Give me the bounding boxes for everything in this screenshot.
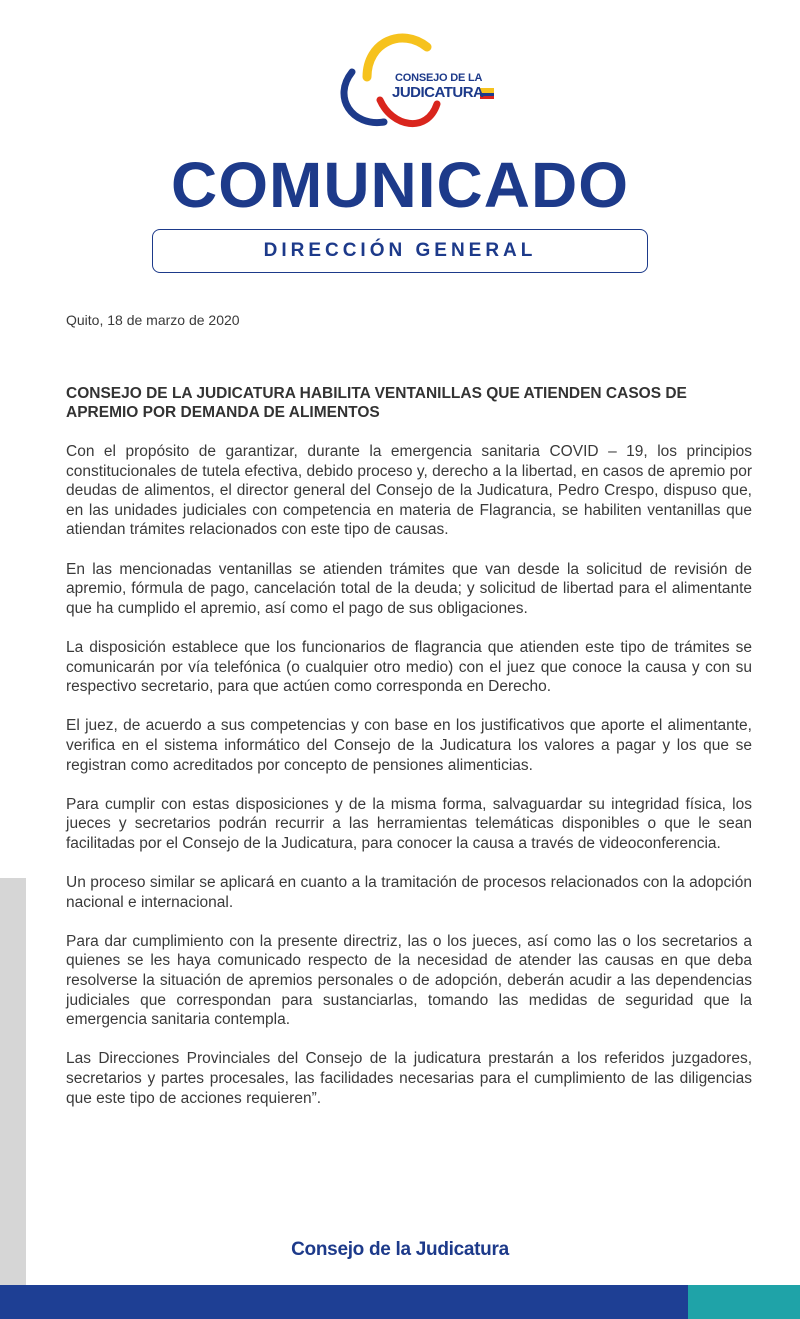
subtitle-text: DIRECCIÓN GENERAL <box>263 240 537 261</box>
article-paragraph: El juez, de acuerdo a sus competencias y con base en los justificativos que aporte el alimentante, verifica en el sistema informático del Consejo de la Judicatura los valores a pagar y los que se registran como acreditados por concepto de pensiones alimenticias. <box>66 717 752 774</box>
logo-red-arc <box>380 100 437 124</box>
page-headline: COMUNICADO <box>171 149 629 221</box>
article-paragraph: Para dar cumplimiento con la presente directriz, las o los jueces, así como las o los secretarios a quienes se les haya comunicado respecto de la necesidad de atender las causas en que deba resolverse la situación de apremios personales o de adopción, deberán acudir a las dependencias judiciales que correspondan para sustanciarlas, tomando las medidas de seguridad que la emergencia sanitaria contempla. <box>66 932 752 1029</box>
footer-color-bar <box>0 1285 800 1319</box>
footer-brand: Consejo de la Judicatura <box>291 1239 509 1260</box>
subtitle-box <box>152 229 648 273</box>
article-paragraph: En las mencionadas ventanillas se atienden trámites que van desde la solicitud de revisión de apremio, fórmula de pago, cancelación total de la deuda; y solicitud de libertad para el alimentante que ha cumplido el apremio, así como el pago de sus obligaciones. <box>66 560 752 617</box>
article-paragraph: Para cumplir con estas disposiciones y de la misma forma, salvaguardar su integridad física, los jueces y secretarios podrán recurrir a las herramientas telemáticas disponibles o que le sean facilitadas por el Consejo de la Judicatura, para conocer la causa a través de videoconferencia. <box>66 795 752 852</box>
logo-text-line1: CONSEJO DE LA <box>395 72 483 84</box>
article-paragraph: Un proceso similar se aplicará en cuanto a la tramitación de procesos relacionados con la adopción nacional e internacional. <box>66 874 752 911</box>
footer-bar-blue <box>0 1285 688 1319</box>
dateline: Quito, 18 de marzo de 2020 <box>66 312 240 328</box>
article-paragraph: La disposición establece que los funcionarios de flagrancia que atienden este tipo de trámites se comunicarán por vía telefónica (o cualquier otro medio) con el juez que conoce la causa y con su respectivo secretario, para que actúen como corresponda en Derecho. <box>66 638 752 696</box>
article-title: CONSEJO DE LA JUDICATURA HABILITA VENTANILLAS QUE ATIENDEN CASOS DE APREMIO POR DEMANDA DE ALIMENTOS <box>66 385 687 421</box>
article-paragraph: Con el propósito de garantizar, durante la emergencia sanitaria COVID – 19, los principios constitucionales de tutela efectiva, debido proceso y, derecho a la libertad, en casos de apremio por deudas de alimentos, el director general del Consejo de la Judicatura, Pedro Crespo, dispuso que, en las unidades judiciales con competencia en materia de Flagrancia, se habiliten ventanillas que atiendan trámites relacionados con este tipo de causas. <box>66 443 752 539</box>
article-body <box>66 442 752 1128</box>
decorative-side-strip <box>0 878 26 1285</box>
footer-bar-teal <box>688 1285 800 1319</box>
logo-text-line2: JUDICATURA <box>392 84 484 101</box>
article-paragraph: Las Direcciones Provinciales del Consejo de la judicatura prestarán a los referidos juzgadores, secretarios y partes procesales, las facilidades necesarias para el cumplimiento de las diligencias que este tipo de acciones requieren”. <box>66 1050 752 1107</box>
